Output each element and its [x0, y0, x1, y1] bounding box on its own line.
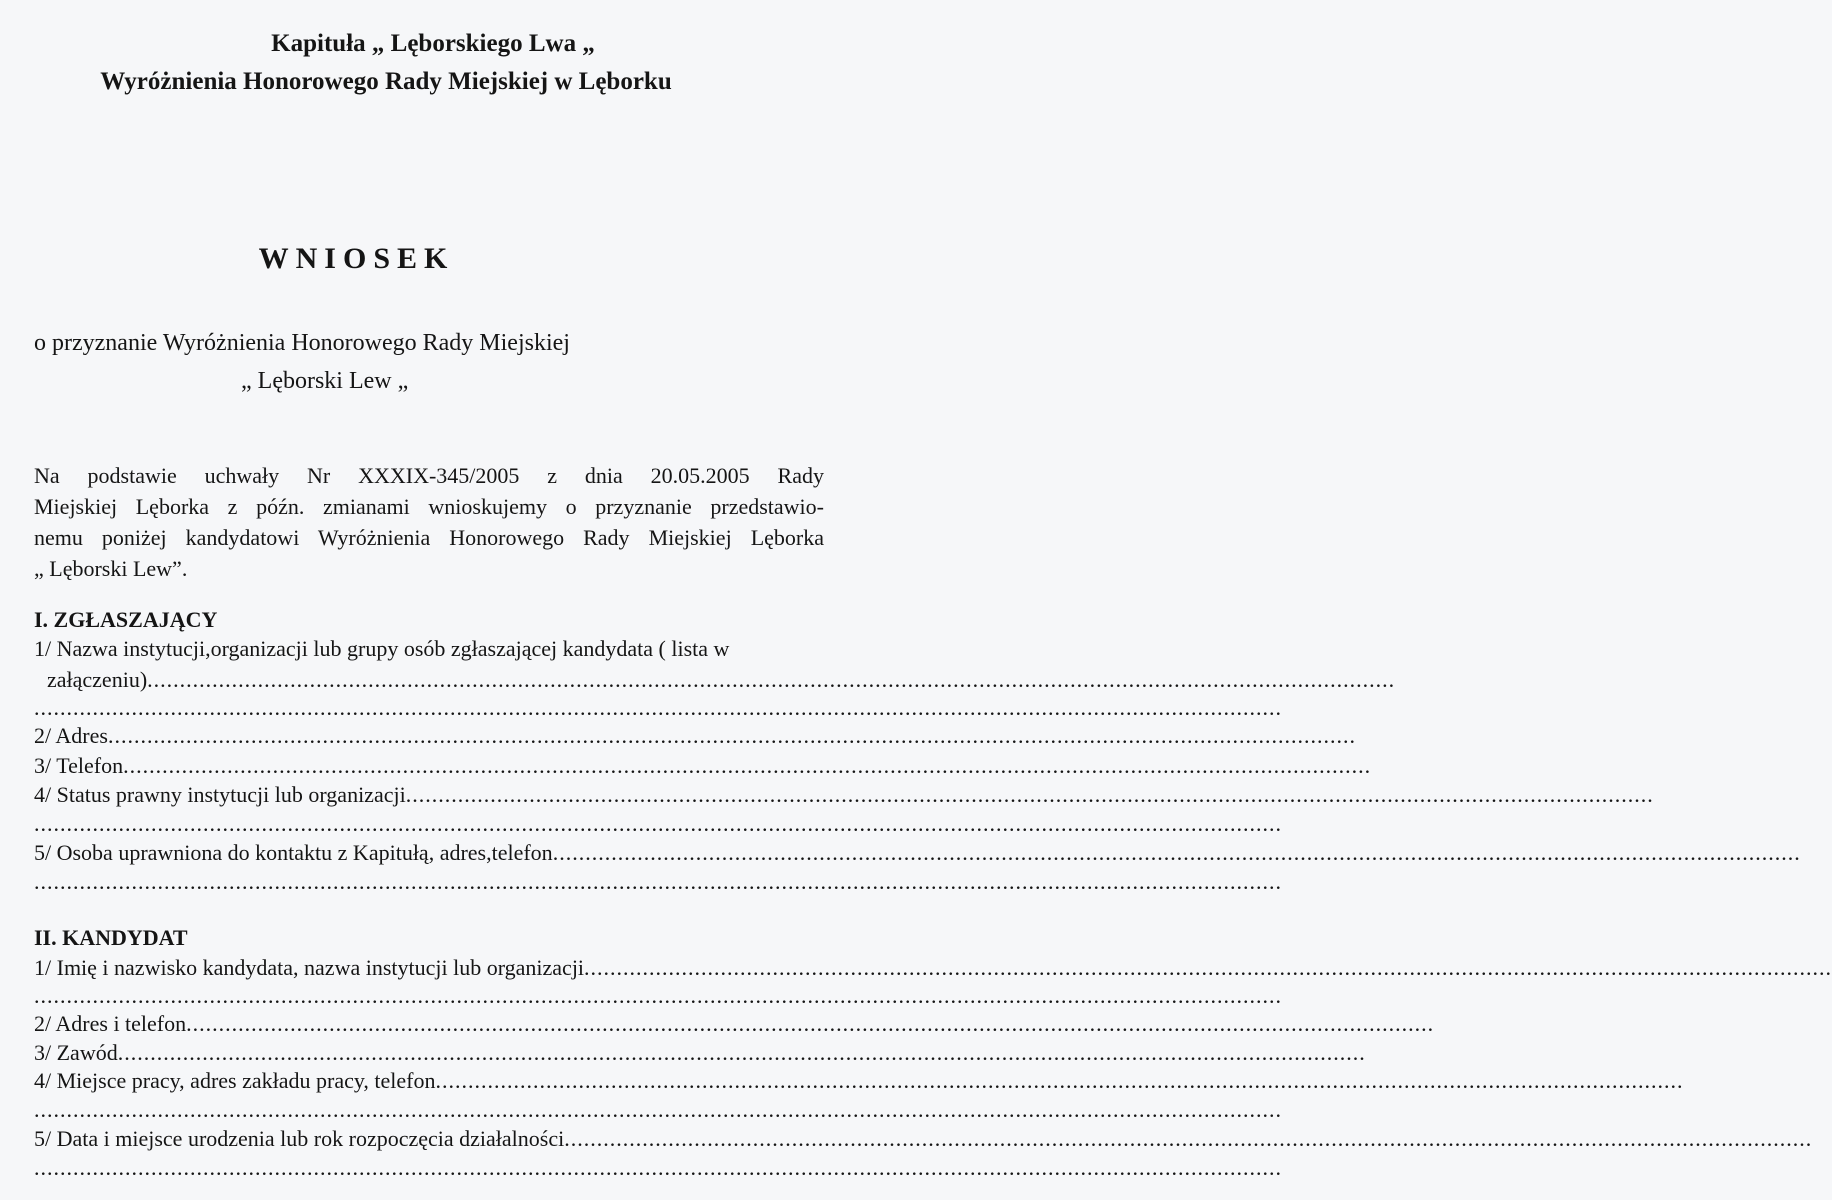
document-title: WNIOSEK — [258, 242, 455, 275]
intro-line-3: nemu poniżej kandydatowi Wyróżnienia Honorowego Rady Miejskiej Lęborka — [34, 525, 824, 550]
subtitle-line-2: „ Lęborski Lew „ — [241, 368, 409, 394]
intro-line-4: „ Lęborski Lew”. — [34, 556, 188, 581]
s2-blank-line-2[interactable] — [34, 1097, 1282, 1125]
s1-blank-fill-line-3[interactable]: ................................................................................................................................................................................................ — [34, 869, 1282, 894]
s2-item-1[interactable] — [34, 955, 1832, 983]
s2-item-5-fill-line[interactable]: ................................................................................................................................................................................................ — [564, 1126, 1813, 1151]
s2-item-4-label: 4/ Miejsce pracy, adres zakładu pracy, telefon — [34, 1068, 436, 1093]
s1-item-4-fill-line[interactable]: ................................................................................................................................................................................................ — [405, 782, 1654, 807]
s1-item-5-fill-line[interactable]: ................................................................................................................................................................................................ — [552, 840, 1801, 865]
s2-item-5-label: 5/ Data i miejsce urodzenia lub rok rozpoczęcia działalności — [34, 1126, 565, 1151]
chapter-header-line-2: Wyróżnienia Honorowego Rady Miejskiej w Lęborku — [100, 68, 672, 95]
s1-item-3-fill-line[interactable]: ................................................................................................................................................................................................ — [123, 753, 1372, 778]
s2-blank-fill-line-3[interactable]: ................................................................................................................................................................................................ — [34, 1155, 1282, 1180]
s2-item-2-label: 2/ Adres i telefon — [34, 1011, 187, 1036]
s1-item-3-label: 3/ Telefon — [34, 753, 124, 778]
intro-line-1: Na podstawie uchwały Nr XXXIX-345/2005 z dnia 20.05.2005 Rady — [34, 463, 824, 488]
section-1-heading: I. ZGŁASZAJĄCY — [34, 607, 218, 632]
s2-blank-fill-line-2[interactable]: ................................................................................................................................................................................................ — [34, 1097, 1282, 1122]
s1-item-1 — [34, 636, 817, 664]
s2-blank-fill-line-1[interactable]: ................................................................................................................................................................................................ — [34, 983, 1282, 1008]
intro-paragraph — [34, 460, 824, 584]
s1-blank-fill-line-2[interactable]: ................................................................................................................................................................................................ — [34, 811, 1282, 836]
s1-blank-line-2[interactable] — [34, 811, 1282, 839]
s1-item-4-label: 4/ Status prawny instytucji lub organizacji — [34, 782, 406, 807]
s2-item-2[interactable] — [34, 1011, 1435, 1039]
s2-blank-line-1[interactable] — [34, 983, 1282, 1011]
s2-item-1-label: 1/ Imię i nazwisko kandydata, nazwa instytucji lub organizacji — [34, 955, 585, 980]
s1-item-1-fill-line[interactable]: ................................................................................................................................................................................................ — [147, 667, 1396, 692]
s1-item-1-cont[interactable] — [47, 667, 1396, 695]
s1-item-2-fill-line[interactable]: ................................................................................................................................................................................................ — [107, 723, 1356, 748]
s2-item-3-fill-line[interactable]: ................................................................................................................................................................................................ — [117, 1040, 1366, 1065]
s2-blank-line-3[interactable] — [34, 1155, 1282, 1183]
s2-item-1-fill-line[interactable]: ................................................................................................................................................................................................ — [584, 955, 1832, 980]
s1-item-1-cont-label: załączeniu) — [47, 667, 148, 692]
s1-item-2-label: 2/ Adres — [34, 723, 108, 748]
s1-blank-line-1[interactable] — [34, 695, 1282, 723]
intro-line-2: Miejskiej Lęborka z późn. zmianami wnioskujemy o przyznanie przedstawio- — [34, 494, 824, 519]
s1-item-5[interactable] — [34, 840, 1801, 868]
s2-item-5[interactable] — [34, 1126, 1813, 1154]
s1-item-1-label: 1/ Nazwa instytucji,organizacji lub grupy osób zgłaszającej kandydata ( lista w — [34, 636, 730, 661]
s2-item-2-fill-line[interactable]: ................................................................................................................................................................................................ — [186, 1011, 1435, 1036]
s1-item-4[interactable] — [34, 782, 1654, 810]
s1-blank-fill-line-1[interactable]: ................................................................................................................................................................................................ — [34, 695, 1282, 720]
subtitle-line-1: o przyznanie Wyróżnienia Honorowego Rady Miejskiej — [34, 330, 570, 356]
s1-blank-line-3[interactable] — [34, 869, 1282, 897]
s2-item-3[interactable] — [34, 1040, 1366, 1068]
s2-item-4-fill-line[interactable]: ................................................................................................................................................................................................ — [435, 1068, 1684, 1093]
s1-item-2[interactable] — [34, 723, 1356, 751]
s2-item-4[interactable] — [34, 1068, 1684, 1096]
s1-item-5-label: 5/ Osoba uprawniona do kontaktu z Kapitułą, adres,telefon — [34, 840, 553, 865]
s1-item-3[interactable] — [34, 753, 1372, 781]
s2-item-3-label: 3/ Zawód — [34, 1040, 118, 1065]
section-2-heading: II. KANDYDAT — [34, 925, 188, 950]
chapter-header-line-1: Kapituła „ Lęborskiego Lwa „ — [271, 30, 595, 57]
